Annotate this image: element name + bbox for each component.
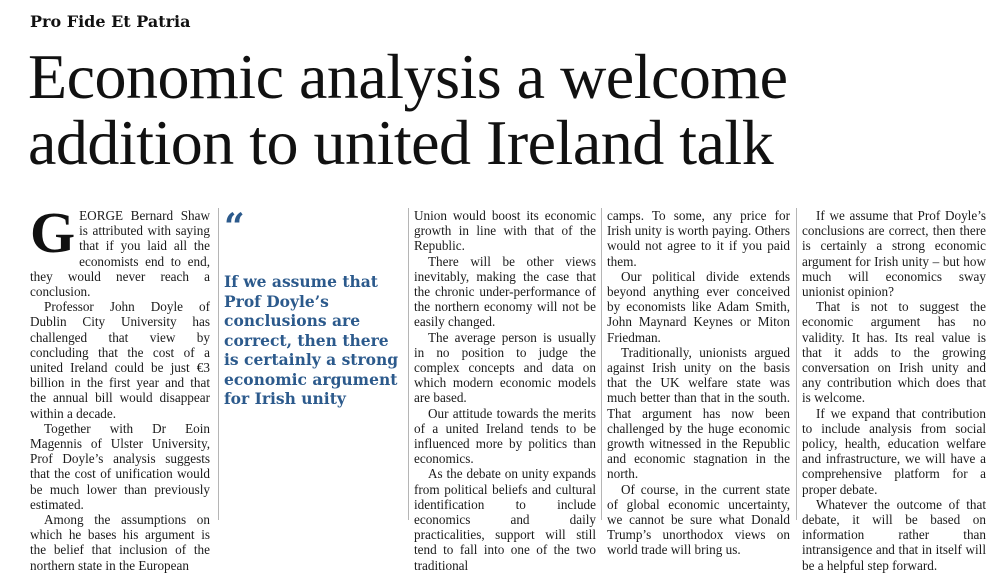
- paragraph: camps. To some, any price for Irish unity is worth paying. Others would not agree to it if you paid them.: [607, 208, 790, 269]
- article-column-4: [607, 208, 790, 558]
- paragraph: As the debate on unity expands from political beliefs and cultural identification to include economics and daily practicalities, support will still tend to fall into one of the two traditional: [414, 466, 596, 573]
- paragraph: Traditionally, unionists argued against Irish unity on the basis that the UK welfare state was much better than that in the south. That argument has now been challenged by the huge economic growth witnessed in the Republic and economic stagnation in the north.: [607, 344, 790, 482]
- article-column-3: [414, 208, 596, 573]
- paragraph: There will be other views inevitably, making the case that the chronic under-performance of the northern economy will not be easily changed.: [414, 253, 596, 330]
- paragraph: If we expand that contribution to include analysis from social policy, health, education welfare and infrastructure, we will have a comprehensive platform for a proper debate.: [802, 405, 986, 497]
- quote-mark-icon: “: [224, 206, 245, 248]
- column-divider: [796, 208, 797, 520]
- paragraph: Professor John Doyle of Dublin City University has challenged that view by concluding that the cost of a united Ireland could be just €3 billion in the first year and that the annual bill would disappear within a decade.: [30, 299, 210, 421]
- article-column-5: [802, 208, 986, 573]
- column-divider: [408, 208, 409, 520]
- article-column-1: [30, 200, 210, 573]
- paragraph: Of course, in the current state of global economic uncertainty, we cannot be sure what Donald Trump’s unorthodox views on world trade will bring us.: [607, 481, 790, 558]
- pull-quote: [224, 206, 404, 409]
- paragraph: That is not to suggest the economic argument has no validity. It has. Its real value is that it adds to the growing conversation on Irish unity and any contribution which does that is welcome.: [802, 299, 986, 406]
- paragraph: Among the assumptions on which he bases his argument is the belief that inclusion of the northern state in the European: [30, 512, 210, 573]
- paragraph: Union would boost its economic growth in line with that of the Republic.: [414, 208, 596, 254]
- paragraph: Our attitude towards the merits of a united Ireland tends to be influenced more by politics than economics.: [414, 405, 596, 467]
- paragraph-text: EORGE Bernard Shaw is attributed with saying that if you laid all the economists end to end, they would never reach a conclusion.: [30, 208, 210, 300]
- paragraph: [30, 200, 210, 300]
- paragraph: If we assume that Prof Doyle’s conclusions are correct, then there is certainly a strong economic argument for Irish unity – but how much will economics sway unionist opinion?: [802, 208, 986, 300]
- drop-cap: G: [30, 200, 76, 265]
- section-label: Pro Fide Et Patria: [30, 12, 191, 31]
- paragraph: The average person is usually in no position to judge the complex concepts and data on which modern economic models are based.: [414, 329, 596, 406]
- paragraph: Together with Dr Eoin Magennis of Ulster University, Prof Doyle’s analysis suggests that the cost of unification would be much lower than previously estimated.: [30, 420, 210, 512]
- paragraph: Whatever the outcome of that debate, it will be based on information rather than intransigence and that in itself will be a helpful step forward.: [802, 496, 986, 573]
- headline: Economic analysis a welcome addition to united Ireland talk: [28, 41, 788, 178]
- paragraph: Our political divide extends beyond anything ever conceived by economists like Adam Smith, John Maynard Keynes or Miton Friedman.: [607, 268, 790, 345]
- column-divider: [218, 208, 219, 520]
- column-divider: [601, 208, 602, 520]
- pull-quote-text: If we assume that Prof Doyle’s conclusions are correct, then there is certainly a strong economic argument for Irish unity: [224, 272, 399, 408]
